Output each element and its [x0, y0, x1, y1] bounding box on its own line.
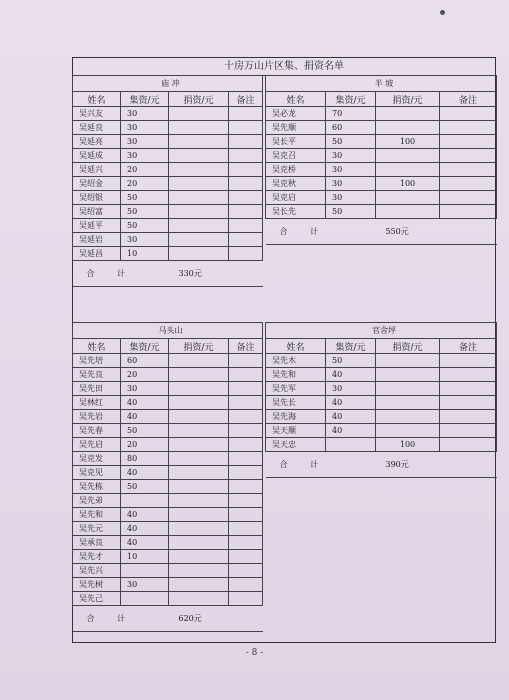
col-header-donate: 捐资/元: [376, 339, 440, 354]
cell-donate: [169, 564, 229, 578]
cell-name: 吴先田: [73, 382, 121, 396]
cell-collect: [121, 494, 169, 508]
cell-name: 吴兴友: [73, 107, 121, 121]
cell-collect: 20: [121, 438, 169, 452]
cell-note: [229, 410, 263, 424]
cell-donate: [169, 396, 229, 410]
cell-note: [229, 508, 263, 522]
cell-note: [229, 536, 263, 550]
section-table: [265, 75, 497, 245]
cell-note: [440, 135, 497, 149]
cell-name: 吴延昌: [73, 247, 121, 261]
cell-note: [440, 205, 497, 219]
cell-donate: [169, 382, 229, 396]
cell-collect: 20: [121, 368, 169, 382]
cell-note: [229, 247, 263, 261]
cell-donate: [376, 163, 440, 177]
cell-name: 吴林红: [73, 396, 121, 410]
cell-donate: 100: [376, 438, 440, 452]
table-row: [266, 354, 497, 368]
cell-name: 吴延良: [73, 121, 121, 135]
cell-collect: 40: [326, 410, 376, 424]
total-label: 合 计: [73, 606, 169, 632]
cell-donate: [376, 354, 440, 368]
cell-donate: [376, 191, 440, 205]
cell-donate: [169, 508, 229, 522]
cell-note: [440, 191, 497, 205]
cell-donate: [376, 382, 440, 396]
cell-collect: 40: [121, 522, 169, 536]
cell-donate: 100: [376, 135, 440, 149]
cell-collect: 50: [121, 424, 169, 438]
col-header-note: 备注: [229, 339, 263, 354]
cell-note: [440, 396, 497, 410]
ink-dot: [440, 10, 445, 15]
cell-donate: [376, 149, 440, 163]
document-title: 十房万山片区集、捐资名单: [72, 57, 496, 75]
cell-note: [440, 438, 497, 452]
cell-note: [229, 121, 263, 135]
cell-note: [440, 424, 497, 438]
cell-name: 吴必龙: [266, 107, 326, 121]
table-row: [73, 135, 263, 149]
cell-note: [440, 410, 497, 424]
cell-name: 吴先春: [73, 424, 121, 438]
cell-collect: 60: [121, 354, 169, 368]
cell-collect: 40: [326, 368, 376, 382]
table-row: [266, 149, 497, 163]
total-value: 330元: [169, 261, 263, 287]
cell-donate: [169, 107, 229, 121]
table-row: [73, 494, 263, 508]
col-header-name: 姓名: [73, 339, 121, 354]
table-row: [266, 368, 497, 382]
table-row: [73, 354, 263, 368]
col-header-name: 姓名: [266, 339, 326, 354]
cell-collect: 50: [326, 135, 376, 149]
cell-collect: 60: [326, 121, 376, 135]
table-row: [266, 424, 497, 438]
cell-name: 吴延岩: [73, 233, 121, 247]
table-row: [73, 247, 263, 261]
table-row: [73, 564, 263, 578]
cell-name: 吴延兴: [73, 163, 121, 177]
table-row: [73, 107, 263, 121]
cell-collect: 40: [326, 396, 376, 410]
section-table: [265, 322, 497, 478]
section-guanshepng: [265, 322, 496, 478]
cell-collect: 80: [121, 452, 169, 466]
cell-note: [229, 466, 263, 480]
cell-name: 吴先顺: [266, 121, 326, 135]
table-row: [73, 578, 263, 592]
cell-note: [229, 163, 263, 177]
cell-name: 吴先培: [73, 354, 121, 368]
cell-collect: 40: [121, 410, 169, 424]
cell-donate: [169, 247, 229, 261]
cell-name: 吴承良: [73, 536, 121, 550]
cell-donate: [376, 107, 440, 121]
col-header-donate: 捐资/元: [376, 92, 440, 107]
cell-name: 吴先和: [73, 508, 121, 522]
cell-donate: [169, 522, 229, 536]
cell-name: 吴先树: [73, 578, 121, 592]
cell-donate: [169, 205, 229, 219]
total-row: [73, 606, 263, 632]
cell-collect: 40: [121, 396, 169, 410]
cell-collect: 20: [121, 177, 169, 191]
col-header-name: 姓名: [73, 92, 121, 107]
cell-note: [229, 480, 263, 494]
cell-name: 吴先元: [73, 522, 121, 536]
cell-donate: [169, 121, 229, 135]
col-header-collect: 集资/元: [326, 339, 376, 354]
cell-collect: 40: [121, 508, 169, 522]
table-row: [73, 368, 263, 382]
table-row: [73, 410, 263, 424]
cell-note: [229, 149, 263, 163]
table-row: [73, 508, 263, 522]
cell-collect: 30: [326, 191, 376, 205]
total-label: 合 计: [266, 452, 376, 478]
cell-name: 吴延平: [73, 219, 121, 233]
table-row: [266, 191, 497, 205]
cell-collect: 70: [326, 107, 376, 121]
cell-note: [229, 592, 263, 606]
cell-name: 吴延亮: [73, 135, 121, 149]
section-table: [72, 75, 263, 287]
cell-donate: 100: [376, 177, 440, 191]
col-header-note: 备注: [229, 92, 263, 107]
cell-donate: [169, 480, 229, 494]
cell-donate: [169, 438, 229, 452]
header-row: [73, 339, 263, 354]
cell-name: 吴天忠: [266, 438, 326, 452]
table-row: [73, 163, 263, 177]
cell-donate: [169, 466, 229, 480]
cell-collect: 30: [326, 177, 376, 191]
cell-name: 吴先弟: [73, 494, 121, 508]
cell-donate: [169, 410, 229, 424]
cell-collect: 30: [121, 382, 169, 396]
cell-collect: 40: [326, 424, 376, 438]
cell-name: 吴先和: [266, 368, 326, 382]
table-row: [73, 233, 263, 247]
cell-note: [229, 438, 263, 452]
table-row: [73, 452, 263, 466]
col-header-note: 备注: [440, 339, 497, 354]
cell-name: 吴天顺: [266, 424, 326, 438]
cell-donate: [169, 149, 229, 163]
cell-note: [229, 396, 263, 410]
table-row: [73, 396, 263, 410]
cell-collect: 30: [121, 107, 169, 121]
col-header-note: 备注: [440, 92, 497, 107]
header-row: [266, 339, 497, 354]
header-row: [73, 92, 263, 107]
cell-note: [229, 522, 263, 536]
cell-name: 吴绍金: [73, 177, 121, 191]
cell-name: 吴克见: [73, 466, 121, 480]
cell-note: [440, 163, 497, 177]
table-row: [73, 592, 263, 606]
cell-name: 吴先岩: [73, 410, 121, 424]
cell-note: [229, 452, 263, 466]
table-row: [266, 163, 497, 177]
table-row: [266, 205, 497, 219]
col-header-name: 姓名: [266, 92, 326, 107]
cell-collect: 30: [326, 149, 376, 163]
cell-note: [229, 177, 263, 191]
cell-note: [229, 382, 263, 396]
table-row: [73, 522, 263, 536]
cell-collect: [326, 438, 376, 452]
cell-name: 吴延成: [73, 149, 121, 163]
table-row: [73, 177, 263, 191]
total-value: 620元: [169, 606, 263, 632]
cell-note: [229, 424, 263, 438]
table-row: [266, 438, 497, 452]
cell-collect: [121, 592, 169, 606]
cell-note: [229, 135, 263, 149]
cell-donate: [376, 424, 440, 438]
col-header-collect: 集资/元: [121, 92, 169, 107]
cell-name: 吴克桥: [266, 163, 326, 177]
cell-note: [440, 149, 497, 163]
section-name: 庙 冲: [73, 76, 263, 92]
cell-name: 吴先启: [73, 438, 121, 452]
cell-collect: 30: [121, 121, 169, 135]
cell-donate: [169, 354, 229, 368]
section-name: 官舍坪: [266, 323, 497, 339]
cell-collect: 50: [121, 219, 169, 233]
table-row: [73, 382, 263, 396]
cell-note: [440, 121, 497, 135]
table-row: [73, 191, 263, 205]
cell-note: [440, 368, 497, 382]
cell-collect: 30: [121, 135, 169, 149]
cell-note: [229, 219, 263, 233]
cell-donate: [169, 135, 229, 149]
cell-collect: 50: [326, 354, 376, 368]
table-row: [266, 410, 497, 424]
cell-note: [440, 177, 497, 191]
cell-name: 吴先军: [266, 382, 326, 396]
cell-donate: [376, 205, 440, 219]
cell-name: 吴先良: [73, 368, 121, 382]
cell-collect: 10: [121, 550, 169, 564]
cell-donate: [169, 550, 229, 564]
table-row: [73, 424, 263, 438]
cell-note: [229, 205, 263, 219]
section-banpo: [265, 75, 496, 245]
table-row: [266, 107, 497, 121]
cell-donate: [169, 494, 229, 508]
table-row: [266, 135, 497, 149]
cell-note: [229, 494, 263, 508]
cell-donate: [169, 219, 229, 233]
cell-note: [229, 564, 263, 578]
cell-name: 吴克发: [73, 452, 121, 466]
cell-donate: [376, 396, 440, 410]
col-header-collect: 集资/元: [121, 339, 169, 354]
cell-donate: [376, 121, 440, 135]
cell-collect: 40: [121, 536, 169, 550]
table-row: [73, 205, 263, 219]
cell-name: 吴先己: [73, 592, 121, 606]
total-label: 合 计: [73, 261, 169, 287]
cell-collect: 30: [121, 578, 169, 592]
table-row: [73, 121, 263, 135]
cell-name: 吴绍银: [73, 191, 121, 205]
cell-name: 吴先栋: [73, 480, 121, 494]
cell-name: 吴先海: [266, 410, 326, 424]
cell-donate: [169, 191, 229, 205]
cell-donate: [169, 233, 229, 247]
total-row: [266, 452, 497, 478]
cell-collect: 20: [121, 163, 169, 177]
table-row: [266, 382, 497, 396]
cell-note: [229, 233, 263, 247]
col-header-collect: 集资/元: [326, 92, 376, 107]
cell-collect: 50: [121, 480, 169, 494]
table-row: [73, 149, 263, 163]
cell-name: 吴先兴: [73, 564, 121, 578]
total-value: 390元: [376, 452, 497, 478]
cell-donate: [169, 578, 229, 592]
total-label: 合 计: [266, 219, 376, 245]
cell-name: 吴绍富: [73, 205, 121, 219]
col-header-donate: 捐资/元: [169, 339, 229, 354]
cell-note: [229, 107, 263, 121]
cell-name: 吴克秋: [266, 177, 326, 191]
cell-name: 吴先才: [73, 550, 121, 564]
cell-name: 吴先长: [266, 396, 326, 410]
col-header-donate: 捐资/元: [169, 92, 229, 107]
cell-name: 吴先木: [266, 354, 326, 368]
section-matoushan: [72, 322, 262, 632]
cell-note: [229, 354, 263, 368]
cell-note: [440, 354, 497, 368]
cell-collect: 30: [326, 382, 376, 396]
cell-note: [229, 191, 263, 205]
cell-note: [229, 550, 263, 564]
cell-name: 吴长平: [266, 135, 326, 149]
cell-donate: [169, 163, 229, 177]
cell-note: [229, 368, 263, 382]
section-table: [72, 322, 263, 632]
table-row: [73, 480, 263, 494]
table-row: [73, 438, 263, 452]
cell-collect: 10: [121, 247, 169, 261]
cell-name: 吴克召: [266, 149, 326, 163]
cell-note: [440, 107, 497, 121]
cell-donate: [169, 536, 229, 550]
cell-donate: [169, 424, 229, 438]
cell-note: [229, 578, 263, 592]
cell-collect: [121, 564, 169, 578]
header-row: [266, 92, 497, 107]
cell-donate: [376, 368, 440, 382]
cell-collect: 50: [326, 205, 376, 219]
cell-collect: 30: [121, 149, 169, 163]
cell-donate: [169, 177, 229, 191]
cell-name: 吴克启: [266, 191, 326, 205]
total-row: [73, 261, 263, 287]
cell-collect: 30: [121, 233, 169, 247]
section-name: 马头山: [73, 323, 263, 339]
table-row: [266, 121, 497, 135]
cell-collect: 30: [326, 163, 376, 177]
cell-donate: [169, 452, 229, 466]
table-row: [73, 550, 263, 564]
section-miaochong: [72, 75, 262, 287]
section-name: 半 坡: [266, 76, 497, 92]
table-row: [266, 396, 497, 410]
table-row: [73, 466, 263, 480]
table-row: [73, 536, 263, 550]
cell-note: [440, 382, 497, 396]
table-row: [266, 177, 497, 191]
cell-collect: 50: [121, 191, 169, 205]
cell-donate: [169, 368, 229, 382]
cell-donate: [376, 410, 440, 424]
table-row: [73, 219, 263, 233]
cell-name: 吴长先: [266, 205, 326, 219]
total-row: [266, 219, 497, 245]
cell-collect: 50: [121, 205, 169, 219]
cell-donate: [169, 592, 229, 606]
total-value: 550元: [376, 219, 497, 245]
cell-collect: 40: [121, 466, 169, 480]
page-number: - 8 -: [245, 648, 264, 658]
